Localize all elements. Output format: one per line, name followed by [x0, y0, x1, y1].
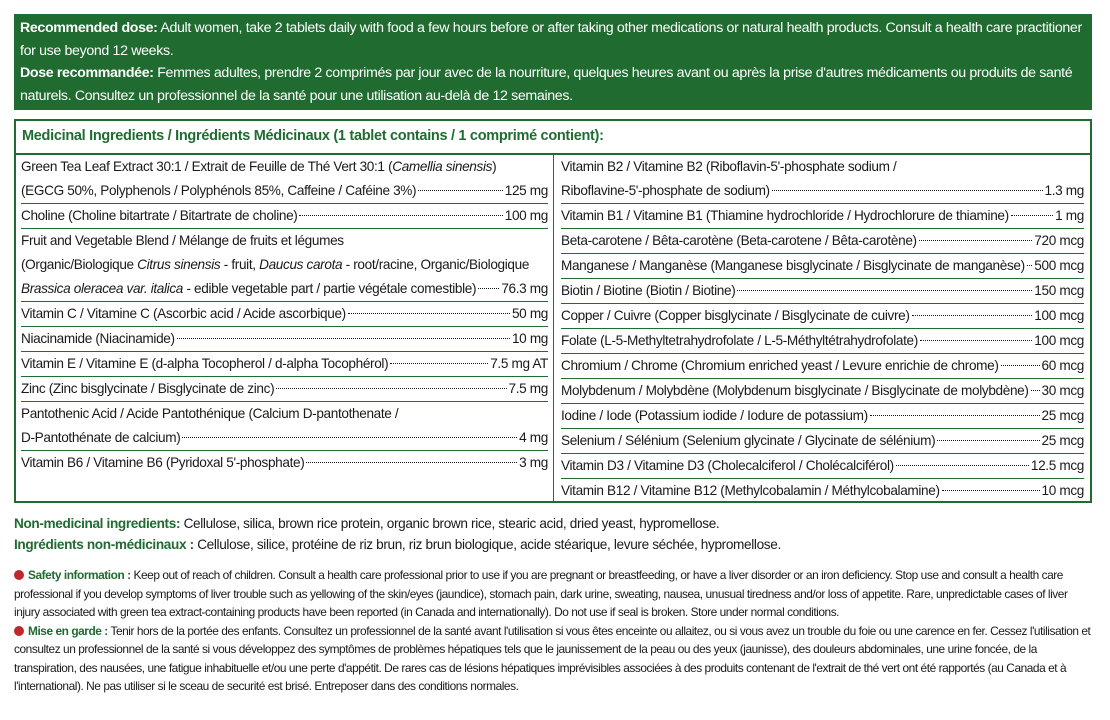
leader-dots	[942, 490, 1040, 491]
ingredient-line	[21, 401, 548, 426]
ingredient-line	[21, 301, 548, 326]
ingredient-line	[561, 453, 1084, 478]
dose-fr-label: Dose recommandée:	[20, 65, 154, 81]
green-tea-close: )	[492, 159, 497, 174]
non-medicinal-ingredients	[14, 513, 1094, 555]
beta-carotene-amount: 720 mcg	[1034, 233, 1084, 248]
non-medicinal-en-label: Non-medicinal ingredients:	[14, 516, 181, 531]
copper-amount: 100 mcg	[1034, 308, 1084, 323]
ingredient-line	[561, 428, 1084, 453]
ingredient-line	[21, 376, 548, 401]
leader-dots	[177, 338, 510, 339]
leader-dots	[919, 240, 1033, 241]
ingredient-line	[561, 478, 1084, 503]
manganese-amount: 500 mcg	[1034, 258, 1084, 273]
choline-amount: 100 mg	[504, 208, 548, 223]
ingredient-line	[561, 203, 1084, 228]
green-tea-name: Green Tea Leaf Extract 30:1 / Extrait de Feuille de Thé Vert 30:1 (	[21, 159, 393, 174]
vitamin-e-amount: 7.5 mg AT	[490, 356, 548, 371]
vitamin-b1-amount: 1 mg	[1055, 208, 1084, 223]
green-tea-detail: (EGCG 50%, Polyphenols / Polyphénols 85%, Caffeine / Caféine 3%)	[21, 183, 417, 198]
folate-amount: 100 mcg	[1034, 333, 1084, 348]
leader-dots	[920, 340, 1032, 341]
fruit-detail-e: - root/racine, Organic/Biologique	[342, 257, 530, 272]
vitamin-c-amount: 50 mg	[511, 306, 548, 321]
recommended-dose-panel	[14, 14, 1092, 110]
molybdenum-amount: 30 mcg	[1041, 383, 1084, 398]
manganese-name: Manganese / Manganèse (Manganese bisglycinate / Bisglycinate de manganèse)	[561, 258, 1025, 273]
zinc-amount: 7.5 mg	[508, 381, 548, 396]
medicinal-ingredients-box	[14, 119, 1092, 503]
ingredients-left-column	[21, 155, 548, 475]
non-medicinal-en-text: Cellulose, silica, brown rice protein, organic brown rice, stearic acid, dried yeast, hypromellose.	[180, 516, 720, 531]
ingredient-line	[21, 179, 548, 203]
leader-dots	[418, 190, 503, 191]
pantothenic-amount: 4 mg	[519, 430, 548, 445]
leader-dots	[276, 388, 506, 389]
dose-en-label: Recommended dose:	[20, 20, 158, 36]
leader-dots	[896, 465, 1029, 466]
ingredient-line	[21, 253, 548, 277]
iodine-name: Iodine / Iode (Potassium iodide / Iodure de potassium)	[561, 408, 868, 423]
choline-name: Choline (Choline bitartrate / Bitartrate de choline)	[21, 208, 298, 223]
fruit-latin-daucus: Daucus carota	[259, 257, 343, 272]
vitamin-b2-detail: Riboflavine-5'-phosphate de sodium)	[561, 183, 770, 198]
vitamin-e-name: Vitamin E / Vitamine E (d-alpha Tocopherol / d-alpha Tocophérol)	[21, 356, 389, 371]
leader-dots	[1027, 265, 1033, 266]
ingredients-right-column	[561, 155, 1084, 503]
leader-dots	[737, 290, 1032, 291]
safety-en-text: Keep out of reach of children. Consult a health care professional prior to use if you are pregnant or breastfeeding, or have a liver disorder or an iron deficiency. Stop use and consult a health care professional if you develop symptoms of liver trouble such as yellowing of the skin/eyes (jaundice), stomach pain, dark urine, sweating, nausea, unusual tiredness and/or loss of appetite. Rare, unpredictable cases of liver injury associated with green tea extract-containing products have been reported (in Canada and internationally). Do not use if seal is broken. Store under normal conditions.	[14, 568, 1068, 619]
bullet-icon	[14, 570, 24, 580]
ingredient-line	[561, 179, 1084, 203]
vitamin-b2-amount: 1.3 mg	[1044, 183, 1084, 198]
vitamin-b1-name: Vitamin B1 / Vitamine B1 (Thiamine hydrochloride / Hydrochlorure de thiamine)	[561, 208, 1009, 223]
safety-en-paragraph	[14, 566, 1096, 622]
ingredient-line	[21, 426, 548, 450]
molybdenum-name: Molybdenum / Molybdène (Molybdenum bisglycinate / Bisglycinate de molybdène)	[561, 383, 1029, 398]
leader-dots	[1031, 390, 1040, 391]
non-medicinal-fr-label: Ingrédients non-médicinaux :	[14, 537, 194, 552]
leader-dots	[937, 440, 1039, 441]
vitamin-b2-name: Vitamin B2 / Vitamine B2 (Riboflavin-5'-phosphate sodium /	[561, 159, 897, 174]
fruit-latin-citrus: Citrus sinensis	[137, 257, 221, 272]
ingredient-line	[561, 378, 1084, 403]
non-medicinal-fr-text: Cellulose, silice, protéine de riz brun, riz brun biologique, acide stéarique, levure séchée, hypromellose.	[193, 537, 781, 552]
pantothenic-detail: D-Pantothénate de calcium)	[21, 430, 181, 445]
chromium-amount: 60 mcg	[1041, 358, 1084, 373]
vitamin-b12-amount: 10 mcg	[1041, 483, 1084, 498]
vitamin-d3-amount: 12.5 mcg	[1030, 458, 1084, 473]
leader-dots	[1011, 215, 1053, 216]
ingredient-line	[561, 328, 1084, 353]
ingredient-line	[561, 155, 1084, 179]
leader-dots	[299, 215, 502, 216]
green-tea-amount: 125 mg	[504, 183, 548, 198]
fruit-blend-name: Fruit and Vegetable Blend / Mélange de fruits et légumes	[21, 233, 344, 248]
ingredient-line	[561, 228, 1084, 253]
column-divider	[553, 155, 554, 501]
ingredient-line	[21, 203, 548, 228]
leader-dots	[912, 315, 1033, 316]
leader-dots	[348, 313, 510, 314]
vitamin-b12-name: Vitamin B12 / Vitamine B12 (Methylcobalamin / Méthylcobalamine)	[561, 483, 940, 498]
biotin-amount: 150 mcg	[1034, 283, 1084, 298]
medicinal-heading: Medicinal Ingredients / Ingrédients Médicinaux (1 tablet contains / 1 comprimé contient):	[16, 121, 1090, 155]
selenium-name: Selenium / Sélénium (Selenium glycinate / Glycinate de sélénium)	[561, 433, 936, 448]
fruit-latin-brassica: Brassica oleracea var. italica	[21, 281, 184, 296]
vitamin-b6-name: Vitamin B6 / Vitamine B6 (Pyridoxal 5'-phosphate)	[21, 455, 305, 470]
folate-name: Folate (L-5-Methyltetrahydrofolate / L-5-Méthyltétrahydrofolate)	[561, 333, 918, 348]
vitamin-b6-amount: 3 mg	[519, 455, 548, 470]
niacinamide-name: Niacinamide (Niacinamide)	[21, 331, 175, 346]
fruit-detail-c: - fruit,	[220, 257, 260, 272]
vitamin-c-name: Vitamin C / Vitamine C (Ascorbic acid / Acide ascorbique)	[21, 306, 346, 321]
copper-name: Copper / Cuivre (Copper bisglycinate / Bisglycinate de cuivre)	[561, 308, 910, 323]
dose-en-text: Adult women, take 2 tablets daily with food a few hours before or after taking other medications or natural health products. Consult a health care practitioner for use beyond 12 weeks.	[20, 20, 1082, 59]
safety-fr-text: Tenir hors de la portée des enfants. Consultez un professionnel de la santé avant l'utilisation si vous êtes enceinte ou allaitez, ou si vous avez un trouble du foie ou une carence en fer. Cessez l'utilisation et consultez un professionnel de la santé si vous développez des symptômes de problèmes hépatiques tels que le jaunissement de la peau ou des yeux (jaunisse), des douleurs abdominales, une urine foncée, de la transpiration, des nausées, une fatigue inhabituelle et/ou une perte d'appétit. De rares cas de lésions hépatiques imprévisibles associées à des produits contenant de l'extrait de thé vert ont été rapportés (au Canada et à l'international). Ne pas utiliser si le sceau de securité est brisé. Entreposer dans des conditions normales.	[14, 623, 1091, 693]
safety-en-label: Safety information :	[28, 568, 131, 582]
ingredient-line	[561, 353, 1084, 378]
ingredient-line	[21, 155, 548, 179]
leader-dots	[870, 415, 1040, 416]
fruit-detail-f: - edible vegetable part / partie végétale comestible)	[183, 281, 477, 296]
ingredient-line	[21, 228, 548, 253]
leader-dots	[1001, 365, 1040, 366]
vitamin-d3-name: Vitamin D3 / Vitamine D3 (Cholecalciferol / Cholécalciférol)	[561, 458, 894, 473]
chromium-name: Chromium / Chrome (Chromium enriched yeast / Levure enrichie de chrome)	[561, 358, 999, 373]
fruit-detail-a: (Organic/Biologique	[21, 257, 138, 272]
ingredient-line	[21, 277, 548, 301]
pantothenic-name: Pantothenic Acid / Acide Pantothénique (Calcium D-pantothenate /	[21, 406, 399, 421]
selenium-amount: 25 mcg	[1041, 433, 1084, 448]
bullet-icon	[14, 626, 24, 636]
leader-dots	[478, 288, 499, 289]
leader-dots	[390, 363, 488, 364]
ingredient-line	[21, 326, 548, 351]
dose-fr-text: Femmes adultes, prendre 2 comprimés par jour avec de la nourriture, quelques heures avant ou après la prise d'autres médicaments ou produits de santé naturels. Consultez un professionnel de la santé pour une utilisation au-delà de 12 semaines.	[20, 65, 1073, 104]
leader-dots	[306, 462, 517, 463]
iodine-amount: 25 mcg	[1041, 408, 1084, 423]
green-tea-latin: Camellia sinensis	[392, 159, 493, 174]
fruit-amount: 76.3 mg	[501, 281, 548, 296]
safety-fr-paragraph	[14, 622, 1096, 696]
niacinamide-amount: 10 mg	[511, 331, 548, 346]
ingredient-line	[21, 450, 548, 475]
ingredient-line	[561, 278, 1084, 303]
ingredient-line	[561, 403, 1084, 428]
ingredient-line	[21, 351, 548, 376]
ingredient-line	[561, 303, 1084, 328]
safety-information	[14, 566, 1096, 696]
leader-dots	[182, 437, 517, 438]
zinc-name: Zinc (Zinc bisglycinate / Bisglycinate de zinc)	[21, 381, 275, 396]
biotin-name: Biotin / Biotine (Biotin / Biotine)	[561, 283, 736, 298]
leader-dots	[772, 190, 1043, 191]
safety-fr-label: Mise en garde :	[28, 623, 108, 638]
beta-carotene-name: Beta-carotene / Bêta-carotène (Beta-carotene / Bêta-carotène)	[561, 233, 917, 248]
ingredient-line	[561, 253, 1084, 278]
